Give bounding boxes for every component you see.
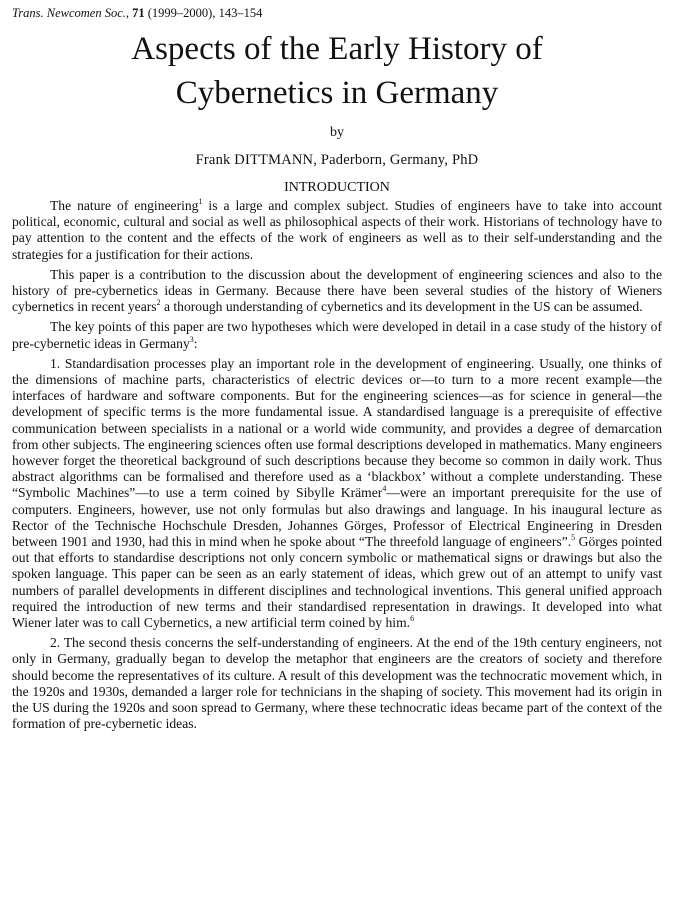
paragraph-2: [12, 267, 662, 316]
journal-volume: 71: [132, 6, 145, 20]
paragraph-4: [12, 356, 662, 631]
paragraph-3: [12, 319, 662, 351]
paragraph-text: The key points of this paper are two hypotheses which were developed in detail in a case study of the history of pre-cybernetic ideas in Germany: [12, 319, 662, 351]
paragraph-text: is a large and complex subject. Studies of engineers have to take into account political, economic, cultural and social as well as philosophical aspects of their work. Historians of technology have to pay attention to the content and the effects of the work of engineers as well as to their self-understanding and the strategies for a justification for their actions.: [12, 198, 662, 262]
footnote-marker: 6: [410, 614, 415, 624]
author-line: Frank DITTMANN, Paderborn, Germany, PhD: [195, 152, 479, 168]
paragraph-text: a thorough understanding of cybernetics and its development in the US can be assumed.: [160, 299, 643, 315]
journal-citation: [12, 6, 662, 21]
paragraph-5: [12, 635, 662, 732]
paragraph-text: This paper is a contribution to the discussion about the development of engineering sciences and also to the history of pre-cybernetics ideas in Germany. Because there have been several studies of the history of Wieners cybernetics in recent years: [12, 266, 662, 315]
article-title: [12, 27, 662, 115]
paragraph-1: [12, 198, 662, 263]
footnote-marker: 5: [571, 533, 576, 543]
footnote-marker: 1: [198, 197, 203, 206]
section-heading-introduction: INTRODUCTION: [284, 180, 390, 195]
paragraph-text: 1. Standardisation processes play an important role in the development of engineering. Usually, one thinks of the dimensions of machine parts, characteristics of electric devices or—to turn to a more recent example—the interfaces of hardware and software components. But for the engineering sciences—as for science in general—the development of specific terms is the more fundamental issue. A standardised language is a prerequisite of effective communication between specialists in a national or a world wide community, and provides a degree of demarcation from other subjects. The engineering sciences often use formal descriptions developed in mathematics. Many engineers however forget the theoretical background of such descriptions because they become so common in daily work. Thus abstract algorithms can be formalised and therefore used as a ‘blackbox’ without a complete understanding. These “Symbolic Machines”—to use a term coined by Sibylle Krämer: [12, 355, 662, 501]
footnote-marker: 2: [156, 298, 161, 308]
paragraph-text: The nature of engineering: [50, 198, 199, 213]
title-line-1: Aspects of the Early History of: [131, 31, 543, 67]
journal-year-pages: (1999–2000), 143–154: [147, 6, 263, 20]
footnote-marker: 3: [189, 334, 194, 344]
paragraph-text: 2. The second thesis concerns the self-understanding of engineers. At the end of the 19th century engineers, not only in Germany, gradually began to develop the metaphor that engineers are the creators of society and therefore should become the representatives of its culture. A result of this development was the technocratic movement which, in the 1920s and 1930s, demanded a larger role for technicians in the shaping of society. This movement had its origin in the US during the 1920s and soon spread to Germany, where these technocratic ideas became part of the context of the formation of pre-cybernetic ideas.: [12, 635, 662, 732]
paragraph-text: Görges pointed out that efforts to standardise descriptions not only concern symbolic or mathematical signs or drawings but also the spoken language. This paper can be seen as an early statement of ideas, which grew out of an attempt to unify vast numbers of parallel developments in different disciplines and technological inventions. This general unified approach required the introduction of new terms and their standardised representation in drawings. It developed into what Wiener later was to call Cybernetics, a new artificial term coined by him.: [12, 534, 662, 631]
paragraph-text: :: [193, 335, 198, 351]
paragraph-text: —were an important prerequisite for the use of computers. Engineers, however, use not only formulas but also drawings and language. In his inaugural lecture as Rector of the Technische Hochschule Dresden, Johannes Görges, Professor of Electrical Engineering in Dresden between 1901 and 1930, had this in mind when he spoke about “The threefold language of engineers”.: [12, 485, 663, 550]
byline: by: [330, 125, 344, 140]
footnote-marker: 4: [382, 484, 387, 494]
title-line-2: Cybernetics in Germany: [175, 75, 499, 111]
journal-name: Trans. Newcomen Soc.,: [12, 6, 130, 20]
